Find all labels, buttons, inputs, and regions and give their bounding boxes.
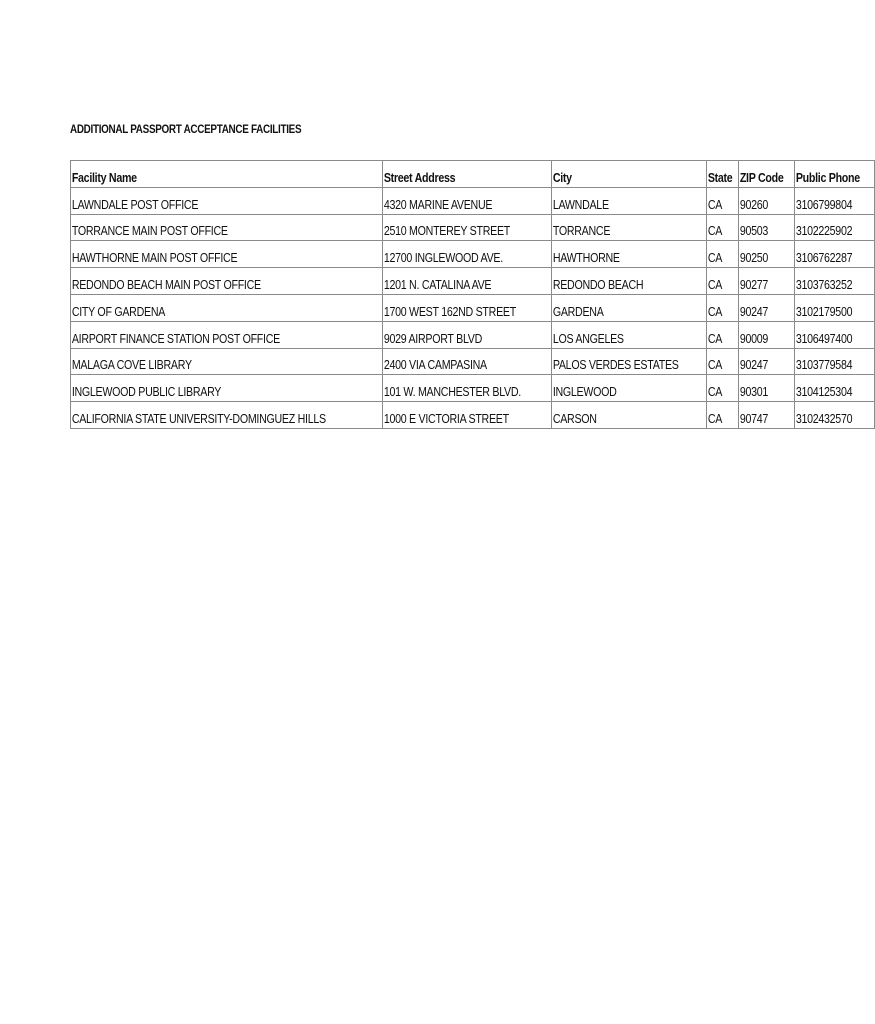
- cell-zip-code: 90250: [739, 241, 794, 268]
- cell-city: CARSON: [552, 402, 707, 429]
- cell-facility-name: HAWTHORNE MAIN POST OFFICE: [71, 241, 383, 268]
- cell-street-address: 1700 WEST 162ND STREET: [382, 294, 551, 321]
- cell-state: CA: [707, 294, 739, 321]
- cell-facility-name: INGLEWOOD PUBLIC LIBRARY: [71, 375, 383, 402]
- table-row: [71, 375, 875, 402]
- cell-zip-code: 90277: [739, 268, 794, 295]
- cell-state: CA: [707, 268, 739, 295]
- cell-city: HAWTHORNE: [552, 241, 707, 268]
- cell-zip-code: 90747: [739, 402, 794, 429]
- table-row: [71, 214, 875, 241]
- cell-zip-code: 90503: [739, 214, 794, 241]
- facilities-table: [70, 160, 875, 429]
- cell-public-phone: 3103779584: [794, 348, 874, 375]
- cell-state: CA: [707, 375, 739, 402]
- cell-public-phone: 3102225902: [794, 214, 874, 241]
- cell-city: INGLEWOOD: [552, 375, 707, 402]
- header-facility-name: Facility Name: [71, 161, 383, 188]
- cell-street-address: 1201 N. CATALINA AVE: [382, 268, 551, 295]
- cell-state: CA: [707, 187, 739, 214]
- cell-facility-name: TORRANCE MAIN POST OFFICE: [71, 214, 383, 241]
- page-title: ADDITIONAL PASSPORT ACCEPTANCE FACILITIES: [70, 124, 302, 136]
- cell-city: GARDENA: [552, 294, 707, 321]
- header-public-phone: Public Phone: [794, 161, 874, 188]
- cell-street-address: 1000 E VICTORIA STREET: [382, 402, 551, 429]
- table-row: [71, 402, 875, 429]
- cell-state: CA: [707, 402, 739, 429]
- cell-facility-name: AIRPORT FINANCE STATION POST OFFICE: [71, 321, 383, 348]
- header-street-address: Street Address: [382, 161, 551, 188]
- cell-city: LOS ANGELES: [552, 321, 707, 348]
- table-row: [71, 348, 875, 375]
- cell-street-address: 9029 AIRPORT BLVD: [382, 321, 551, 348]
- cell-street-address: 2400 VIA CAMPASINA: [382, 348, 551, 375]
- cell-state: CA: [707, 321, 739, 348]
- header-city: City: [552, 161, 707, 188]
- cell-facility-name: REDONDO BEACH MAIN POST OFFICE: [71, 268, 383, 295]
- cell-public-phone: 3106497400: [794, 321, 874, 348]
- table-row: [71, 268, 875, 295]
- cell-public-phone: 3102179500: [794, 294, 874, 321]
- cell-city: LAWNDALE: [552, 187, 707, 214]
- header-zip-code: ZIP Code: [739, 161, 794, 188]
- cell-city: TORRANCE: [552, 214, 707, 241]
- table-row: [71, 241, 875, 268]
- cell-street-address: 2510 MONTEREY STREET: [382, 214, 551, 241]
- cell-facility-name: CALIFORNIA STATE UNIVERSITY-DOMINGUEZ HILLS: [71, 402, 383, 429]
- cell-state: CA: [707, 214, 739, 241]
- cell-city: PALOS VERDES ESTATES: [552, 348, 707, 375]
- cell-facility-name: CITY OF GARDENA: [71, 294, 383, 321]
- cell-street-address: 4320 MARINE AVENUE: [382, 187, 551, 214]
- cell-public-phone: 3104125304: [794, 375, 874, 402]
- cell-street-address: 101 W. MANCHESTER BLVD.: [382, 375, 551, 402]
- cell-zip-code: 90009: [739, 321, 794, 348]
- cell-zip-code: 90247: [739, 294, 794, 321]
- header-state: State: [707, 161, 739, 188]
- table-row: [71, 321, 875, 348]
- cell-public-phone: 3106799804: [794, 187, 874, 214]
- cell-zip-code: 90247: [739, 348, 794, 375]
- table-row: [71, 294, 875, 321]
- cell-facility-name: MALAGA COVE LIBRARY: [71, 348, 383, 375]
- table-header-row: [71, 161, 875, 188]
- cell-street-address: 12700 INGLEWOOD AVE.: [382, 241, 551, 268]
- cell-public-phone: 3103763252: [794, 268, 874, 295]
- cell-city: REDONDO BEACH: [552, 268, 707, 295]
- cell-public-phone: 3106762287: [794, 241, 874, 268]
- cell-state: CA: [707, 241, 739, 268]
- cell-zip-code: 90260: [739, 187, 794, 214]
- cell-public-phone: 3102432570: [794, 402, 874, 429]
- cell-state: CA: [707, 348, 739, 375]
- table-row: [71, 187, 875, 214]
- cell-facility-name: LAWNDALE POST OFFICE: [71, 187, 383, 214]
- cell-zip-code: 90301: [739, 375, 794, 402]
